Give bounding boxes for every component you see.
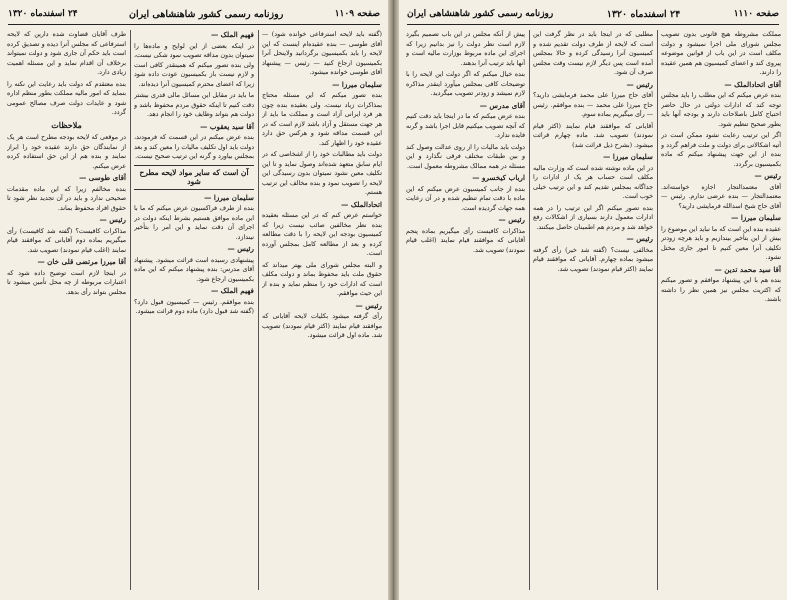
right-page-number: صفحه ۱۱۱۰ bbox=[733, 9, 779, 19]
speaker-name: رئیس — bbox=[355, 300, 382, 310]
right-page-title: روزنامه رسمی کشور شاهنشاهی ایران bbox=[407, 9, 554, 19]
column-divider bbox=[130, 30, 131, 590]
paragraph: طرف آقایان قضاوت شده دارین که لایحه استرفاعی که مجلس آنرا دیده و تصدیق کرده است باید حکم آن جاری شود و دولت نمیتواند برخلاف آن اقدام نماید و این مسئله اهمیت زیادی دارد. bbox=[7, 31, 126, 76]
speaker-name: اتحادالملک — bbox=[341, 199, 382, 209]
paragraph: بنده موافقم. رئیس — کمیسیون قبول دارد؟ (گفته شد قبول دارد) ماده دوم قرائت میشود. bbox=[134, 298, 254, 315]
paragraph: بنده خیال میکنم که اگر دولت این لایحه را با توضیحات کافی بمجلس میآورد اینقدر مذاکره لازم نمیشد و زودتر تصویب میگردید. bbox=[406, 71, 525, 97]
speaker-name: آقا میرزا مرتضی قلی خان — bbox=[37, 257, 126, 266]
column-divider bbox=[657, 30, 658, 590]
paragraph: ما باید در مقابل این مسائل مالی قدری بیشتر دقت کنیم تا اینکه حقوق مردم محفوظ باشد و دولت هم بتواند وظایف خود را انجام دهد. bbox=[134, 92, 254, 118]
paragraph: در اینجا لازم است توضیح داده شود که اعتبارات مربوطه از چه محل تأمین میشود تا مجلس بتواند رأی بدهد. bbox=[7, 269, 126, 296]
speaker-name: رئیس — bbox=[99, 215, 126, 224]
paragraph: پیش از آنکه مجلس در این باب تصمیم بگیرد لازم است نظر دولت را نیز بدانیم زیرا که اجرای این ماده مربوط بوزارت مالیه است و آنها باید ترتیب آنرا بدهند. bbox=[406, 31, 525, 67]
paragraph: بنده هم با این پیشنهاد موافقم و تصور میکنم که اکثریت مجلس نیز همین نظر را داشته باشند. bbox=[661, 277, 781, 303]
speaker-name: آقا سید یعقوب — bbox=[200, 121, 254, 131]
paragraph: مخالفی نیست؟ (گفته شد خیر) رأی گرفته میشود بماده چهارم. آقایانی که موافقند قیام نمایند (اکثر قیام نمودند) تصویب شد. bbox=[533, 246, 653, 273]
paragraph: (گفته باید لایحه استرفاعی خوانده شود) — آقای طوسی — بنده عقیده‌ام اینست که این لایحه را باید بکمیسیون برگردانید ولاینحل آنرا بکمیسیون ارجاع کنید — رئیس — پیشنهاد آقای طوسی خوانده میشود. bbox=[262, 31, 382, 76]
paragraph: مطلبی که در اینجا باید در نظر گرفت این است که لایحه از طرف دولت تقدیم شده و کمیسیون آنرا رسیدگی کرده و حالا بمجلس آمده است پس دیگر لازم نیست وقت مجلس صرف آن شود. bbox=[533, 31, 653, 76]
speaker-name: فهیم الملک — bbox=[210, 286, 254, 295]
right-header-rule bbox=[407, 24, 779, 25]
paragraph: رأی گرفته میشود بکلیات لایحه آقایانی که موافقند قیام نمایند (اکثر قیام نمودند) تصویب شد. ماده اول قرائت میشود. bbox=[262, 313, 382, 339]
right-column-3 bbox=[406, 30, 525, 592]
paragraph: در اینکه بعضی از این لوایح و ماده‌ها را نمیتوان بدون مداقه تصویب نمود شکی نیست، ولی بنده تصور میکنم که همینقدر کافی است و لازم نیست باز بکمیسیون عودت داده شود زیرا که اعضای محترم کمیسیون آنرا دیده‌اند. bbox=[134, 42, 254, 88]
boxed-notice: آن است که سایر مواد لایحه مطرح شود bbox=[134, 165, 254, 190]
right-column-1 bbox=[661, 30, 781, 592]
speaker-name: سلیمان میرزا — bbox=[603, 152, 653, 161]
right-page bbox=[399, 0, 787, 600]
right-page-header bbox=[407, 6, 779, 22]
speaker-name: فهیم الملک — bbox=[210, 30, 254, 39]
paragraph: بنده عرض میکنم که ما در اینجا باید دقت کنیم که آنچه تصویب میکنیم قابل اجرا باشد و گرنه فایده ندارد. bbox=[406, 113, 525, 139]
paragraph: آقای معتمدالتجار اجازه خواسته‌اند. معتمدالتجار — بنده عرضی ندارم. رئیس — آقای حاج شیخ اسدالله فرمایشی دارید؟ bbox=[661, 183, 781, 210]
paragraph: بنده مخالفم زیرا که این ماده مقدمات صحیحی ندارد و باید در آن تجدید نظر شود تا حقوق افراد محفوظ بماند. bbox=[7, 185, 126, 212]
left-header-rule bbox=[8, 24, 380, 25]
paragraph: پیشنهادی رسیده است قرائت میشود. پیشنهاد آقای مدرس: بنده پیشنهاد میکنم که این ماده بکمیسیون ارجاع شود. bbox=[134, 256, 254, 283]
left-page-date: ۲۴ اسفندماه ۱۳۲۰ bbox=[8, 9, 78, 19]
paragraph: دولت باید مالیات را از روی عدالت وصول کند و بین طبقات مختلف فرقی نگذارد و این مسئله در همه ممالک مشروطه معمول است. bbox=[406, 143, 525, 170]
book-gutter bbox=[388, 0, 399, 600]
paragraph: بنده معتقدم که دولت باید رعایت این نکته را بنماید که امور مالیه مملکت بطور منظم اداره شود و عایدات دولت صرف مصالح عمومی گردد. bbox=[7, 80, 126, 116]
left-page bbox=[0, 0, 388, 600]
column-divider bbox=[529, 30, 530, 590]
paragraph: بنده از طرف فراکسیون عرض میکنم که ما با این ماده موافق هستیم بشرط اینکه دولت در اجرای آن دقت نماید و این امر را بتأخیر نیندازد. bbox=[134, 205, 254, 241]
left-page-title: روزنامه رسمی کشور شاهنشاهی ایران bbox=[128, 8, 284, 20]
speaker-name: رئیس — bbox=[227, 244, 254, 253]
paragraph: بنده از جانب کمیسیون عرض میکنم که این ماده با دقت تمام تنظیم شده و در آن رعایت همه جهات گردیده است. bbox=[406, 185, 525, 212]
paragraph: عقیده بنده این است که ما نباید این موضوع را بیش از این بتأخیر بیندازیم و باید هرچه زودتر تکلیف آنرا معین کنیم تا امور جاری مختل نشود. bbox=[661, 225, 781, 261]
paragraph: آقایانی که موافقند قیام نمایند (اکثر قیام نمودند) تصویب شد. ماده چهارم قرائت میشود. (بشرح ذیل قرائت شد) bbox=[533, 122, 653, 149]
paragraph: بنده تصور میکنم که این مسئله محتاج بمذاکرات زیاد نیست، ولی بعقیده بنده چون هر فرد ایرانی آزاد است و مملکت ما باید از هر جهت مستقل و آزاد باشد لازم است که در این قسمت مداقه شود و هرکس حق دارد عقیده خود را اظهار کند. bbox=[262, 92, 382, 147]
speaker-name: سلیمان میرزا — bbox=[731, 213, 781, 222]
speaker-name: سلیمان میرزا — bbox=[204, 192, 254, 202]
paragraph: اگر این ترتیب رعایت نشود ممکن است در آتیه اشکالاتی برای دولت و ملت فراهم گردد و بنده از این جهت پیشنهاد میکنم که ماده بکمیسیون برگردد. bbox=[661, 132, 781, 168]
paragraph: دولت باید مطالبات خود را از اشخاصی که در ایام سابق متعهد شده‌اند وصول نماید و تا این تکلیف معین نشود نمیتوان بدون رسیدگی این لایحه را تصویب نمود و بنده مخالف این ترتیب هستم. bbox=[262, 151, 382, 196]
left-page-number: صفحه ۱۱۰۹ bbox=[334, 9, 380, 19]
speaker-name: رئیس — bbox=[498, 215, 525, 224]
left-column-2 bbox=[134, 30, 254, 592]
paragraph: آقای حاج میرزا علی محمد فرمایشی دارید؟ حاج میرزا علی محمد — بنده موافقم. رئیس — رأی میگیریم بماده سوم. bbox=[533, 92, 653, 118]
speaker-name: ارباب کیخسرو — bbox=[472, 173, 525, 182]
right-page-date: ۲۴ اسفندماه ۱۳۲۰ bbox=[606, 8, 681, 20]
paragraph: بنده تصور میکنم اگر این ترتیب را در همه ادارات معمول دارند بسیاری از اشکالات رفع خواهد شد و مردم هم اطمینان حاصل میکنند. bbox=[533, 204, 653, 231]
left-column-3 bbox=[7, 30, 126, 592]
right-column-2 bbox=[533, 30, 653, 592]
speaker-name: سلیمان میرزا — bbox=[332, 79, 382, 89]
speaker-name: رئیس — bbox=[754, 171, 781, 180]
left-column-1 bbox=[262, 30, 382, 592]
column-divider bbox=[258, 30, 259, 590]
paragraph: خواستم عرض کنم که در این مسئله بعقیده بنده نظر مخالفین صائب نیست زیرا که کمیسیون بودجه این لایحه را با دقت مطالعه کرده و بعد از مطالعه کامل بمجلس آورده است. bbox=[262, 212, 382, 257]
paragraph: در موقعی که لایحه بودجه مطرح است هر یک از نمایندگان حق دارند عقیده خود را ابراز نمایند و بنده هم از این حق استفاده کرده عرض میکنم. bbox=[7, 134, 126, 170]
paragraph: و البته مجلس شورای ملی بهتر میداند که حقوق ملت باید محفوظ بماند و دولت مکلف است که ادارات خود را منظم نماید و بنده از این حیث موافقم. bbox=[262, 261, 382, 297]
speaker-name: آقای اتحادالملک — bbox=[724, 79, 781, 89]
left-page-header bbox=[8, 6, 380, 22]
paragraph: بنده عرض میکنم که این مطلب را باید مجلس توجه کند که ادارات دولتی در حال حاضر احتیاج کامل باصلاحات دارند و بودجه آنها باید بطور صحیح تنظیم شود. bbox=[661, 92, 781, 128]
speaker-name: رئیس — bbox=[626, 234, 653, 243]
speaker-name: آقای مدرس — bbox=[479, 100, 525, 110]
speaker-name: رئیس — bbox=[626, 79, 653, 89]
paragraph: مذاکرات کافیست رأی میگیریم بماده پنجم آقایانی که موافقند قیام نمایند (اغلب قیام نمودند) تصویب شد. bbox=[406, 227, 525, 254]
speaker-name: آقای طوسی — bbox=[79, 173, 126, 182]
paragraph: بنده عرض میکنم در این قسمت که فرمودند، دولت باید اول تکلیف مالیات را معین کند و بعد بمجلس بیاورد و گرنه این ترتیب صحیح نیست. bbox=[134, 134, 254, 160]
section-heading: ملاحظات bbox=[51, 119, 82, 130]
paragraph: در این ماده نوشته شده است که وزارت مالیه مکلف است حساب هر یک از ادارات را جداگانه بمجلس تقدیم کند و این ترتیب خیلی خوب است. bbox=[533, 164, 653, 200]
speaker-name: آقا سید محمد تدین — bbox=[714, 264, 781, 274]
paragraph: مملکت مشروطه هیچ قانونی بدون تصویب مجلس شورای ملی اجرا نمیشود و دولت مکلف است در این باب از قوانین موضوعه پیروی کند و اعضای کمیسیون هم همین عقیده را دارند. bbox=[661, 31, 781, 76]
paragraph: مذاکرات کافیست؟ (گفته شد کافیست) رأی میگیریم بماده دوم آقایانی که موافقند قیام نمایند (اغلب قیام نمودند) تصویب شد. bbox=[7, 227, 126, 254]
